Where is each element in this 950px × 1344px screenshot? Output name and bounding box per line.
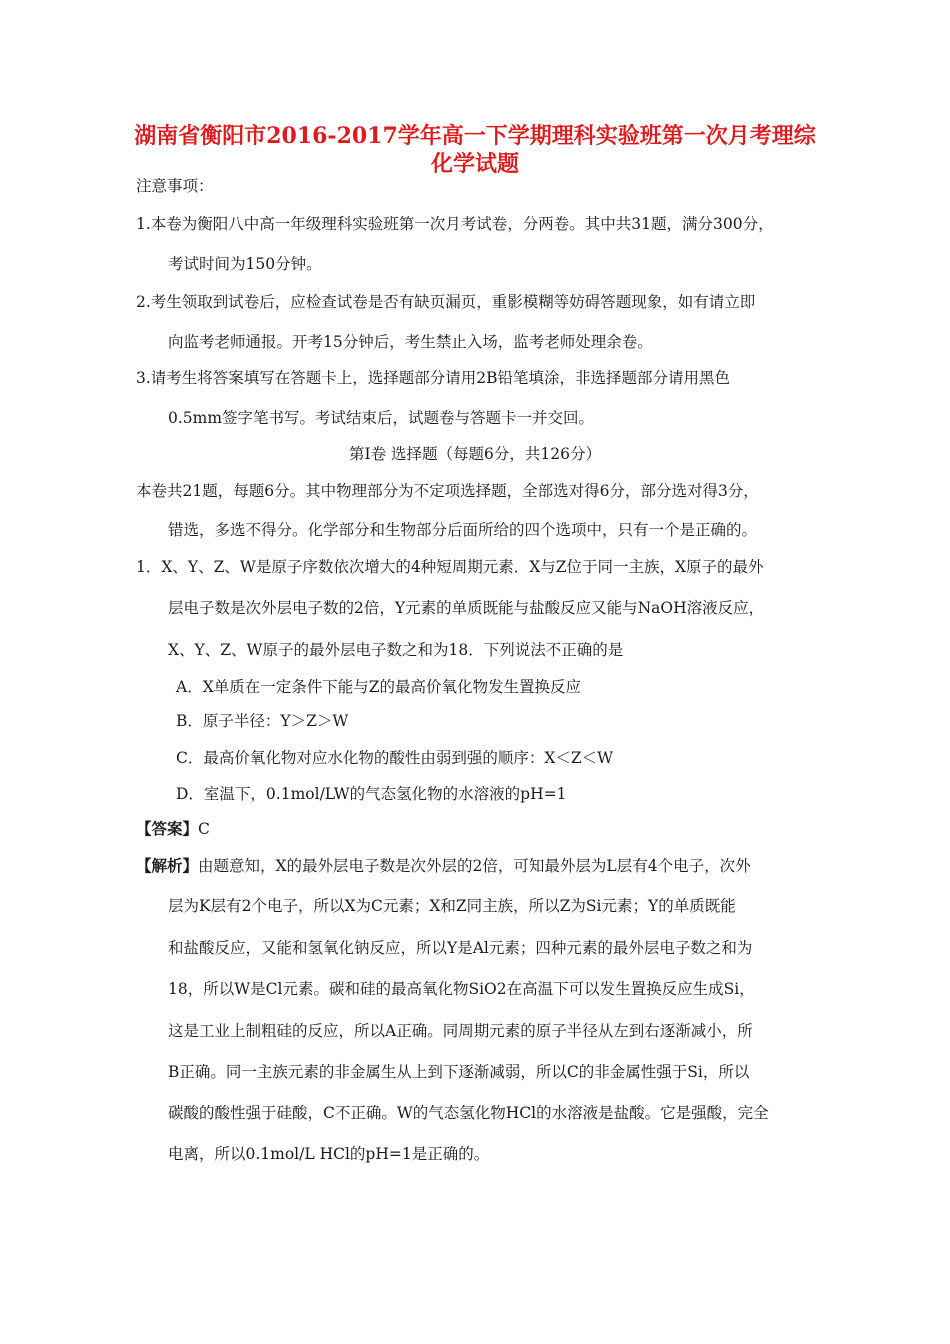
question-1-analysis-line-6: B正确。同一主族元素的非金属生从上到下逐渐减弱，所以C的非金属性强于Si，所以 (168, 1063, 750, 1081)
notice-heading: 注意事项： (136, 177, 214, 195)
section-description-line-1: 本卷共21题，每题6分。其中物理部分为不定项选择题，全部选对得6分，部分选对得3分， (136, 482, 759, 500)
notice-item-2-line-1: 2.考生领取到试卷后，应检查试卷是否有缺页漏页，重影模糊等妨碍答题现象，如有请立即 (136, 293, 756, 311)
question-1-stem-line-2: 层电子数是次外层电子数的2倍，Y元素的单质既能与盐酸反应又能与NaOH溶液反应， (168, 599, 765, 617)
question-1-analysis-line-4: 18，所以W是Cl元素。碳和硅的最高氧化物SiO2在高温下可以发生置换反应生成Si， (168, 980, 755, 998)
question-1-option-c: C．最高价氧化物对应水化物的酸性由弱到强的顺序：X＜Z＜W (176, 749, 614, 767)
answer-tag: 【答案】 (136, 819, 199, 838)
question-1-analysis-line-1 (136, 856, 751, 876)
answer-value: C (198, 820, 210, 838)
notice-item-1-line-1: 1.本卷为衡阳八中高一年级理科实验班第一次月考试卷，分两卷。其中共31题，满分300分， (136, 215, 774, 233)
section-heading: 第Ⅰ卷 选择题（每题6分，共126分） (349, 445, 601, 463)
notice-item-1-line-2: 考试时间为150分钟。 (168, 255, 322, 273)
question-1-analysis-line-5: 这是工业上制粗硅的反应，所以A正确。同周期元素的原子半径从左到右逐渐减小，所 (168, 1022, 753, 1040)
notice-item-3-line-1: 3.请考生将答案填写在答题卡上，选择题部分请用2B铅笔填涂，非选择题部分请用黑色 (136, 369, 731, 387)
question-1-option-d: D．室温下，0.1mol/LW的气态氢化物的水溶液的pH=1 (176, 785, 567, 803)
analysis-tag: 【解析】 (136, 856, 199, 875)
question-1-analysis-line-3: 和盐酸反应，又能和氢氧化钠反应，所以Y是Al元素；四种元素的最外层电子数之和为 (168, 939, 753, 957)
question-1-option-b: B．原子半径：Y＞Z＞W (176, 712, 349, 730)
analysis-text-line-1: 由题意知，X的最外层电子数是次外层的2倍，可知最外层为L层有4个电子，次外 (198, 857, 751, 875)
question-1-stem-line-3: X、Y、Z、W原子的最外层电子数之和为18．下列说法不正确的是 (168, 641, 624, 659)
question-1-answer-row (136, 819, 210, 839)
document-title-line-1: 湖南省衡阳市2016-2017学年高一下学期理科实验班第一次月考理综 (134, 123, 816, 149)
document-title-line-2: 化学试题 (430, 151, 519, 177)
question-1-analysis-line-2: 层为K层有2个电子，所以X为C元素；X和Z同主族，所以Z为Si元素；Y的单质既能 (168, 897, 736, 915)
question-1-analysis-line-8: 电离，所以0.1mol/L HCl的pH=1是正确的。 (168, 1145, 490, 1163)
question-1-stem-line-1: 1．X、Y、Z、W是原子序数依次增大的4种短周期元素．X与Z位于同一主族，X原子的最外 (136, 558, 764, 576)
notice-item-3-line-2: 0.5mm签字笔书写。考试结束后，试题卷与答题卡一并交回。 (168, 409, 595, 427)
notice-item-2-line-2: 向监考老师通报。开考15分钟后，考生禁止入场，监考老师处理余卷。 (168, 333, 653, 351)
section-description-line-2: 错选，多选不得分。化学部分和生物部分后面所给的四个选项中，只有一个是正确的。 (168, 521, 758, 539)
question-1-option-a: A．X单质在一定条件下能与Z的最高价氧化物发生置换反应 (176, 678, 581, 696)
question-1-analysis-line-7: 碳酸的酸性强于硅酸，C不正确。W的气态氢化物HCl的水溶液是盐酸。它是强酸，完全 (168, 1104, 769, 1122)
